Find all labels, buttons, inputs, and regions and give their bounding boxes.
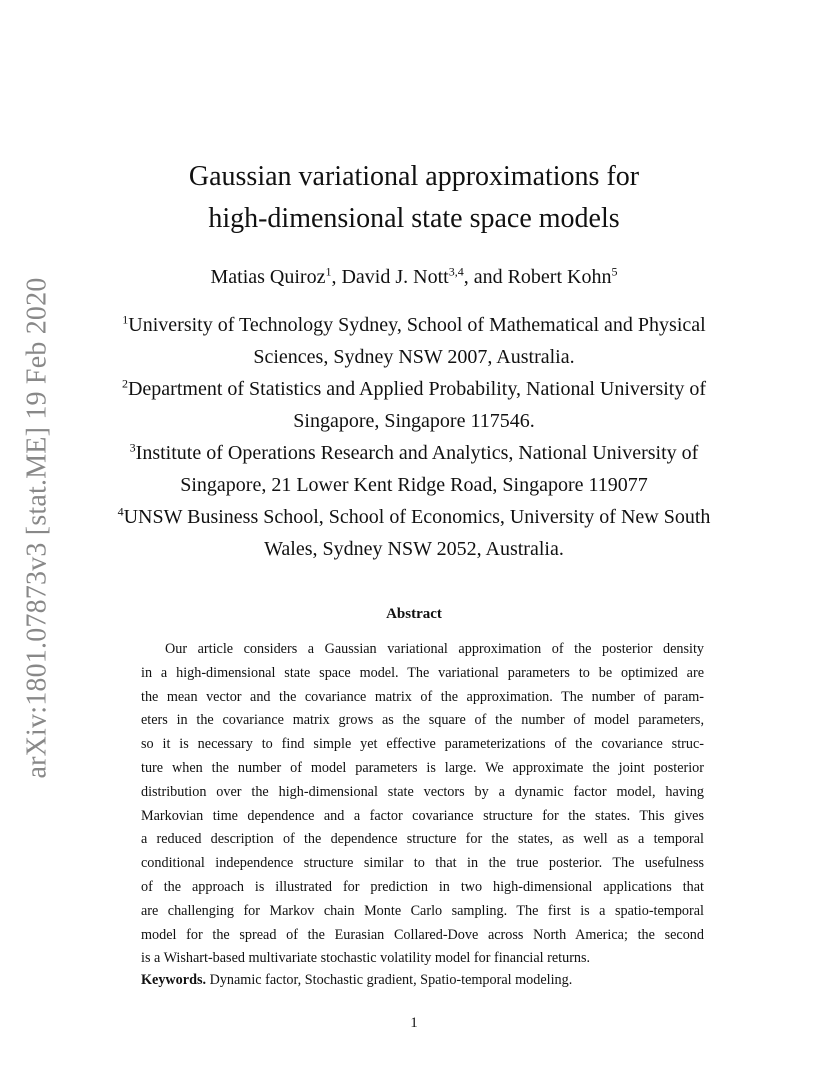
title-line: Gaussian variational approximations for xyxy=(188,161,640,192)
affiliation xyxy=(0,437,828,469)
abstract-line: conditional independence structure similar to that in the true posterior. The usefulness xyxy=(141,855,704,872)
abstract-line: ture when the number of model parameters is large. We approximate the joint posterior xyxy=(141,759,704,776)
affiliation-continued: Wales, Sydney NSW 2052, Australia. xyxy=(264,538,564,560)
author-name: Robert Kohn xyxy=(507,266,612,288)
abstract-line: eters in the covariance matrix grows as the square of the number of model parameters, xyxy=(141,712,704,729)
abstract-line: is a Wishart-based multivariate stochastic volatility model for financial returns. xyxy=(141,950,591,967)
affiliation xyxy=(0,373,828,405)
author-separator: , xyxy=(331,266,342,288)
affiliation-mark: 1 xyxy=(122,312,129,327)
arxiv-stamp-text: arXiv:1801.07873v3 [stat.ME] 19 Feb 2020 xyxy=(21,277,53,779)
abstract-line: in a high-dimensional state space model. The variational parameters to be optimized are xyxy=(141,664,704,681)
page-number: 1 xyxy=(410,1015,418,1031)
abstract-line: are challenging for Markov chain Monte Carlo sampling. The first is a spatio-temporal xyxy=(141,902,704,919)
abstract-line: Markovian time dependence and a factor covariance structure for the states. This gives xyxy=(141,807,704,824)
affiliation-mark: 4 xyxy=(117,504,124,519)
abstract-line: a reduced description of the dependence structure for the states, as well as a temporal xyxy=(141,831,704,848)
affiliation-list xyxy=(0,309,828,565)
affiliation-continued: Singapore, 21 Lower Kent Ridge Road, Singapore 119077 xyxy=(180,474,648,496)
affiliation-continued: Singapore, Singapore 117546. xyxy=(293,410,535,432)
keywords xyxy=(141,972,572,989)
author-affil-mark: 1 xyxy=(325,264,332,279)
abstract-line: of the approach is illustrated for prediction in two high-dimensional applications that xyxy=(141,878,704,895)
affiliation-text: University of Technology Sydney, School of Mathematical and Physical xyxy=(128,314,706,336)
keywords-text: Dynamic factor, Stochastic gradient, Spatio-temporal modeling. xyxy=(209,972,573,988)
author-name: Matias Quiroz xyxy=(210,266,326,288)
abstract-heading: Abstract xyxy=(386,606,442,622)
author-list xyxy=(0,263,828,291)
affiliation-continued: Sciences, Sydney NSW 2007, Australia. xyxy=(253,346,575,368)
affiliation-mark: 2 xyxy=(121,376,128,391)
abstract-line: Our article considers a Gaussian variational approximation of the posterior density xyxy=(165,641,704,657)
affiliation-text: Institute of Operations Research and Analytics, National University of xyxy=(135,442,699,464)
abstract-line: distribution over the high-dimensional state vectors by a dynamic factor model, having xyxy=(141,783,704,800)
abstract-body xyxy=(141,638,704,971)
affiliation-text: UNSW Business School, School of Economics, University of New South xyxy=(123,506,711,528)
affiliation-text: Department of Statistics and Applied Probability, National University of xyxy=(127,378,707,400)
abstract-line: the mean vector and the covariance matrix of the approximation. The number of param- xyxy=(141,688,704,705)
affiliation xyxy=(0,501,828,533)
keywords-label: Keywords. xyxy=(141,972,207,988)
affiliation-mark: 3 xyxy=(129,440,136,455)
affiliation xyxy=(0,309,828,341)
abstract-line: model for the spread of the Eurasian Collared-Dove across North America; the second xyxy=(141,926,704,943)
author-name: David J. Nott xyxy=(341,266,449,288)
author-affil-mark: 3,4 xyxy=(448,264,464,279)
author-separator: , and xyxy=(463,266,508,288)
author-affil-mark: 5 xyxy=(611,264,618,279)
paper-title xyxy=(0,156,828,240)
title-line: high-dimensional state space models xyxy=(208,203,620,234)
abstract-line: so it is necessary to find simple yet effective parameterizations of the covariance struc- xyxy=(141,736,704,753)
